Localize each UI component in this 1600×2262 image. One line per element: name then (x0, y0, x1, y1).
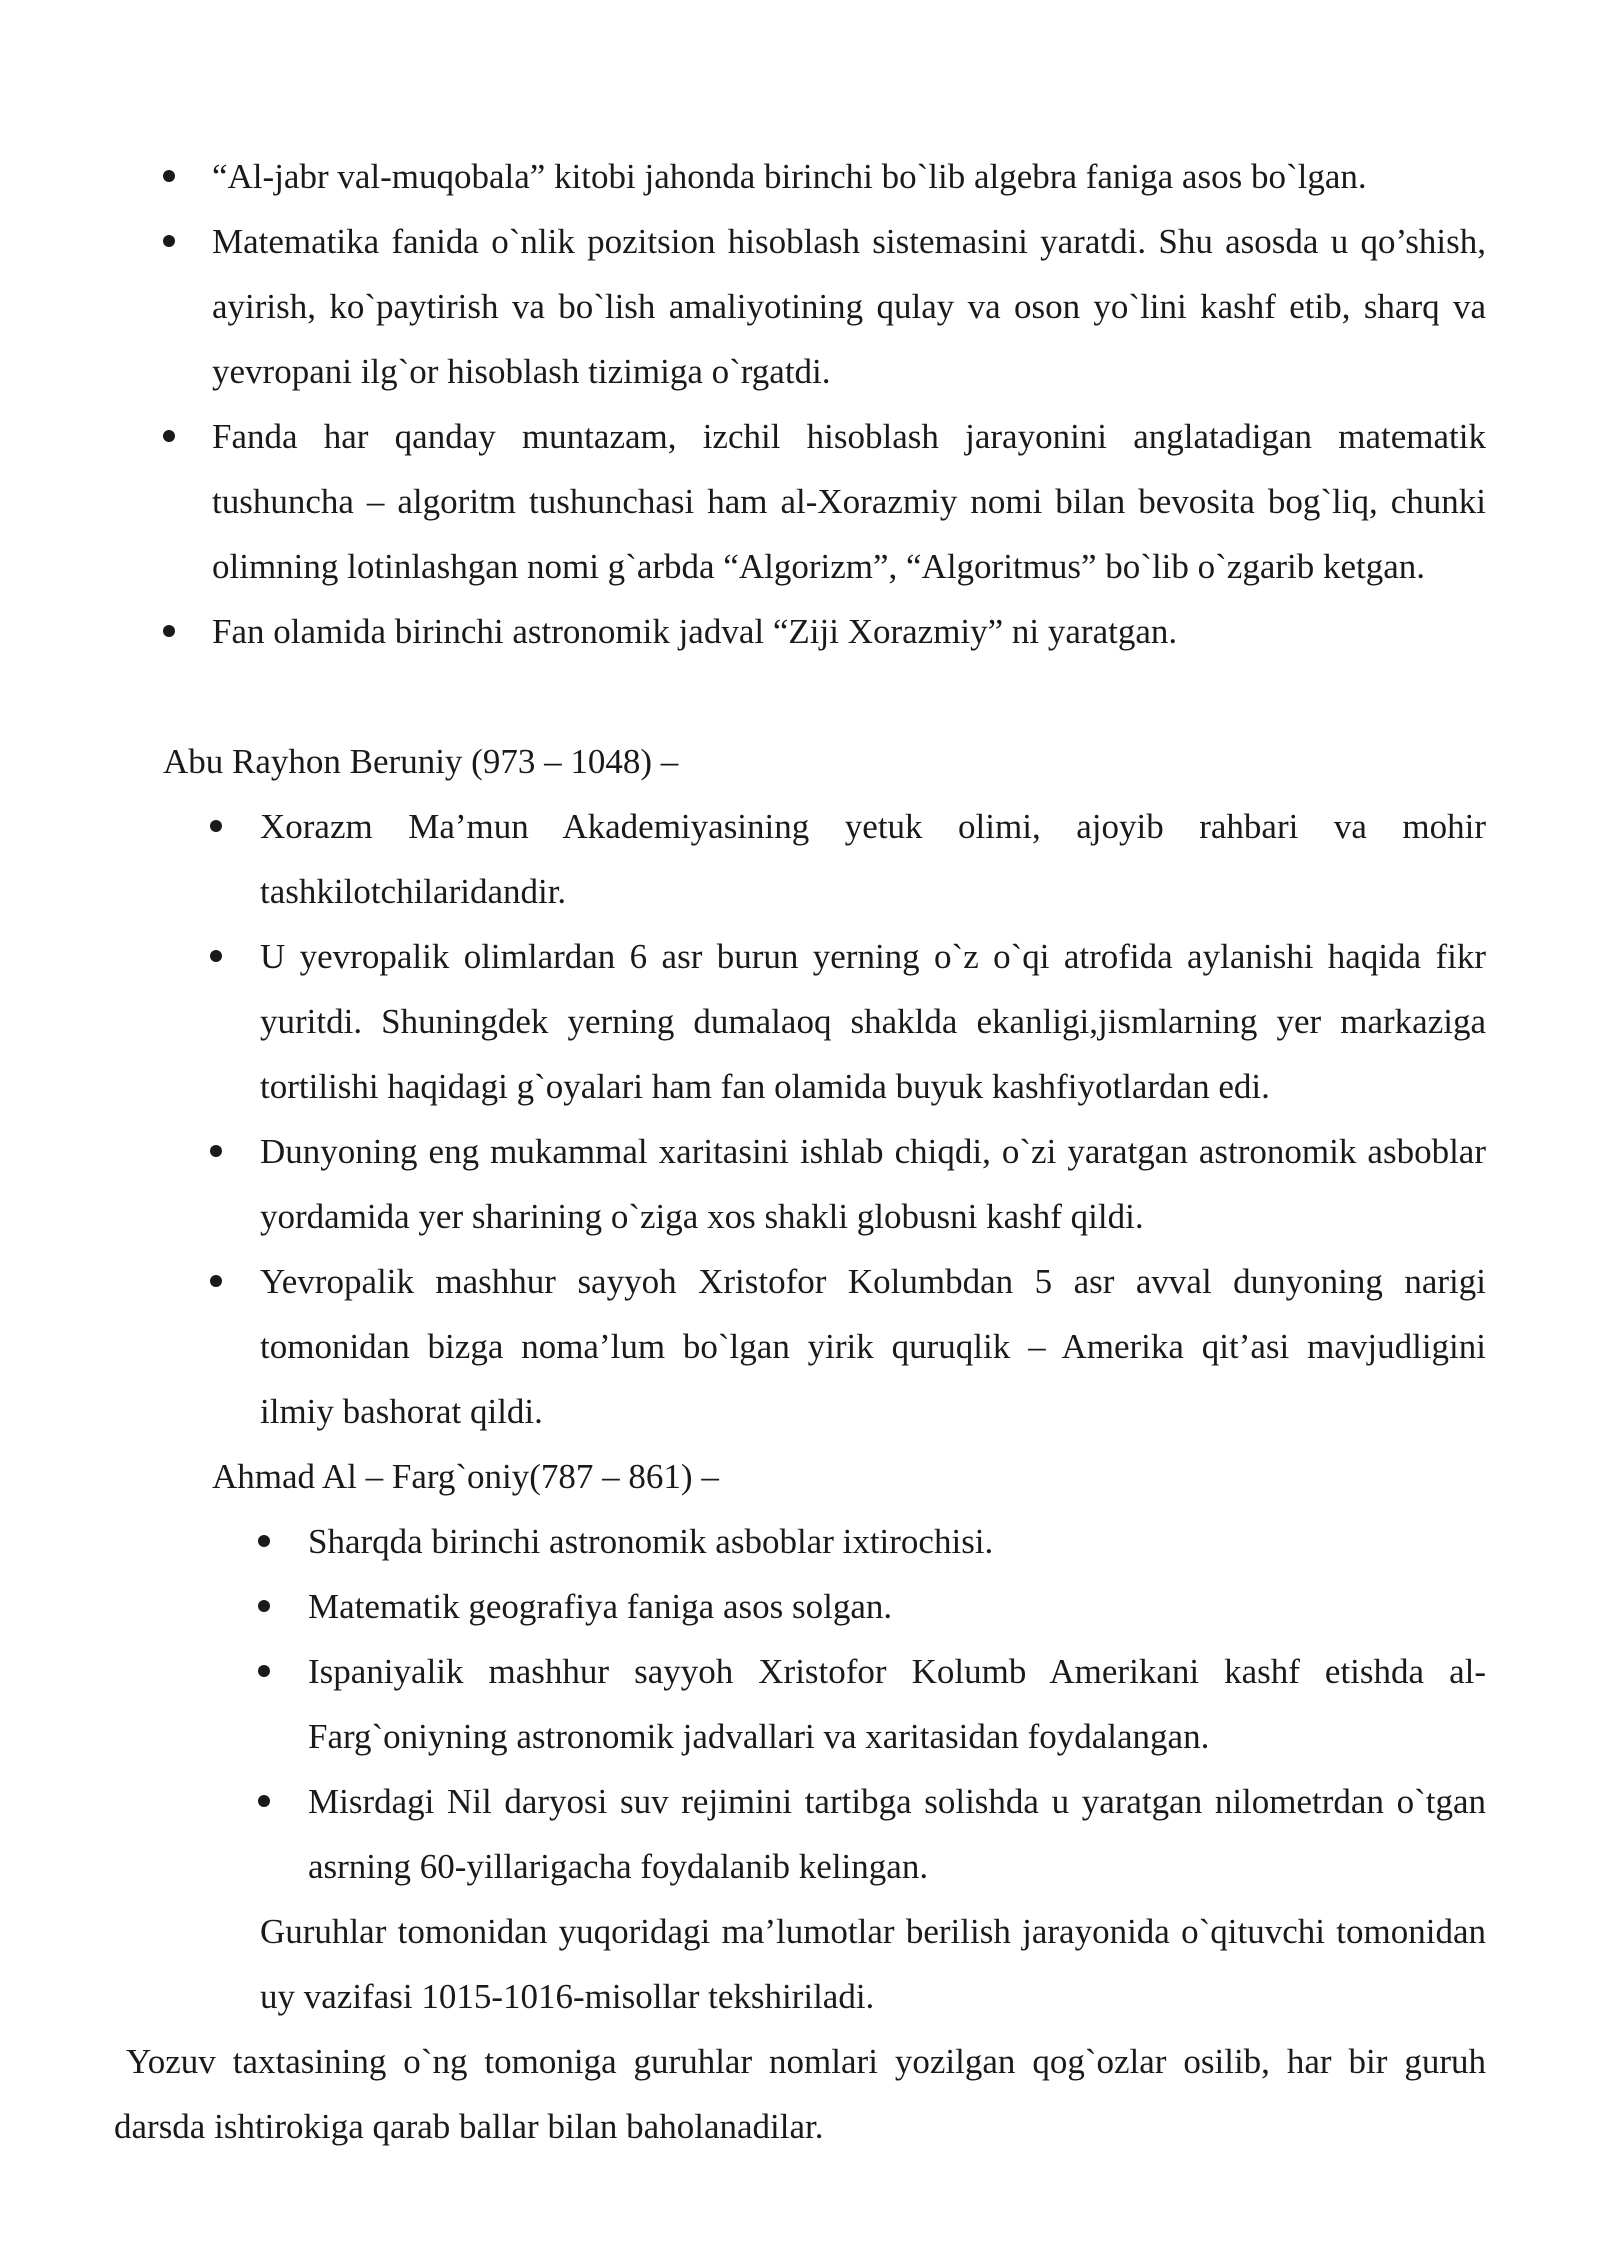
list-item (308, 1639, 1486, 1769)
khwarizmi-achievements-list (212, 144, 1486, 664)
list-item (260, 1119, 1486, 1249)
list-item (212, 599, 1486, 664)
list-item-text: Misrdagi Nil daryosi suv rejimini tartibga solishda u yaratgan nilometrdan o`tgan asrning 60-yillarigacha foydalanib kelingan. (308, 1782, 1486, 1886)
bullet-icon (163, 170, 175, 182)
bullet-icon (210, 1275, 222, 1287)
list-item-text: Yevropalik mashhur sayyoh Xristofor Kolumbdan 5 asr avval dunyoning narigi tomonidan bizga noma’lum bo`lgan yirik quruqlik – Amerika qit’asi mavjudligini ilmiy bashorat qildi. (260, 1262, 1486, 1431)
bullet-icon (210, 820, 222, 832)
bullet-icon (258, 1665, 270, 1677)
list-item (212, 404, 1486, 599)
bullet-icon (258, 1795, 270, 1807)
groups-paragraph: Guruhlar tomonidan yuqoridagi ma’lumotlar berilish jarayonida o`qituvchi tomonidan uy vazifasi 1015-1016-misollar tekshiriladi. (260, 1912, 1486, 2016)
list-item-text: Dunyoning eng mukammal xaritasini ishlab chiqdi, o`zi yaratgan astronomik asboblar yordamida yer sharining o`ziga xos shakli globusni kashf qildi. (260, 1132, 1486, 1236)
beruniy-achievements-list (260, 794, 1486, 1444)
bullet-icon (163, 625, 175, 637)
list-item (260, 924, 1486, 1119)
list-item-text: Matematika fanida o`nlik pozitsion hisoblash sistemasini yaratdi. Shu asosda u qo’shish, ayirish, ko`paytirish va bo`lish amaliyotining qulay va oson yo`lini kashf etib, sharq va yevropani ilg`or hisoblash tizimiga o`rgatdi. (212, 222, 1486, 391)
beruniy-heading: Abu Rayhon Beruniy (973 – 1048) – (163, 742, 679, 781)
list-item (260, 1249, 1486, 1444)
board-paragraph: Yozuv taxtasining o`ng tomoniga guruhlar nomlari yozilgan qog`ozlar osilib, har bir guruh darsda ishtirokiga qarab ballar bilan baholanadilar. (114, 2042, 1486, 2146)
farghani-heading: Ahmad Al – Farg`oniy(787 – 861) – (212, 1457, 719, 1496)
farghani-achievements-list (308, 1509, 1486, 1899)
list-item-text: Xorazm Ma’mun Akademiyasining yetuk olimi, ajoyib rahbari va mohir tashkilotchilaridandir. (260, 807, 1486, 911)
bullet-icon (258, 1600, 270, 1612)
list-item (212, 144, 1486, 209)
bullet-icon (210, 950, 222, 962)
list-item (308, 1509, 1486, 1574)
list-item (308, 1769, 1486, 1899)
list-item-text: Fan olamida birinchi astronomik jadval “Ziji Xorazmiy” ni yaratgan. (212, 612, 1178, 651)
list-item (308, 1574, 1486, 1639)
list-item-text: Matematik geografiya faniga asos solgan. (308, 1587, 893, 1626)
list-item-text: U yevropalik olimlardan 6 asr burun yerning o`z o`qi atrofida aylanishi haqida fikr yuritdi. Shuningdek yerning dumalaoq shaklda ekanligi,jismlarning yer markaziga tortilishi haqidagi g`oyalari ham fan olamida buyuk kashfiyotlardan edi. (260, 937, 1486, 1106)
list-item-text: Sharqda birinchi astronomik asboblar ixtirochisi. (308, 1522, 994, 1561)
bullet-icon (163, 235, 175, 247)
bullet-icon (163, 430, 175, 442)
list-item (212, 209, 1486, 404)
bullet-icon (210, 1145, 222, 1157)
list-item (260, 794, 1486, 924)
list-item-text: Fanda har qanday muntazam, izchil hisoblash jarayonini anglatadigan matematik tushuncha – algoritm tushunchasi ham al-Xorazmiy nomi bilan bevosita bog`liq, chunki olimning lotinlashgan nomi g`arbda “Algorizm”, “Algoritmus” bo`lib o`zgarib ketgan. (212, 417, 1486, 586)
bullet-icon (258, 1535, 270, 1547)
list-item-text: Ispaniyalik mashhur sayyoh Xristofor Kolumb Amerikani kashf etishda al-Farg`oniyning astronomik jadvallari va xaritasidan foydalangan. (308, 1652, 1486, 1756)
list-item-text: “Al-jabr val-muqobala” kitobi jahonda birinchi bo`lib algebra faniga asos bo`lgan. (212, 157, 1367, 196)
